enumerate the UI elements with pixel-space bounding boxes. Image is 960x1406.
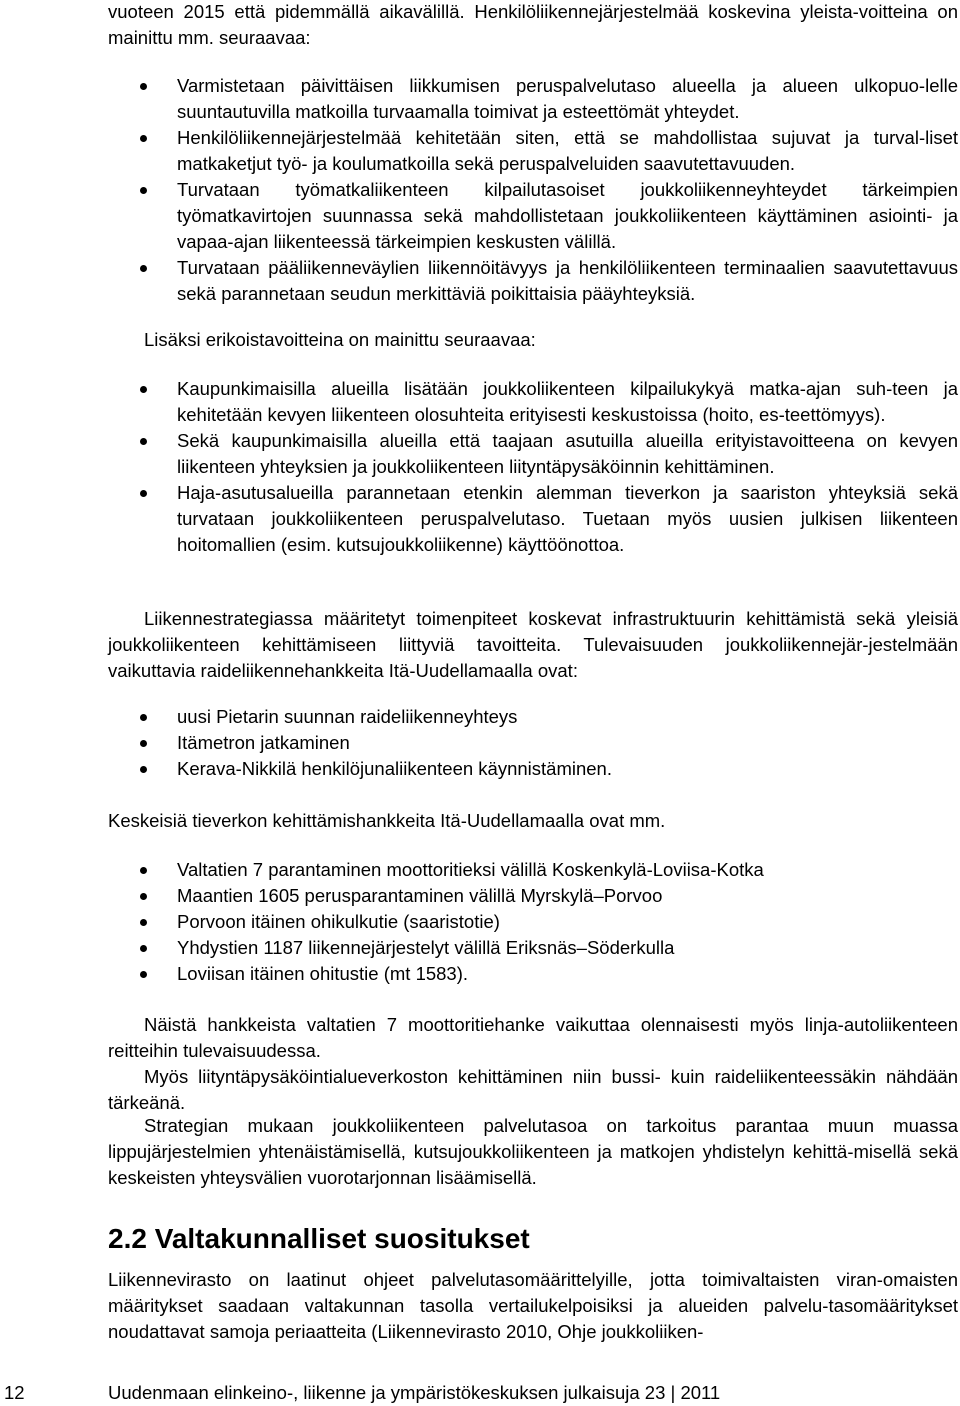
page-footer xyxy=(0,1380,960,1406)
list-item: Kaupunkimaisilla alueilla lisätään joukkoliikenteen kilpailukykyä matka-ajan suh-teen ja kehitetään kevyen liikenteen olosuhteita erityisesti keskustoissa (hoito, es-teettömyys). xyxy=(108,376,958,428)
list-item: Sekä kaupunkimaisilla alueilla että taajaan asutuilla alueilla erityistavoitteena on kevyen liikenteen yhteyksien ja joukkoliikenteen liityntäpysäköinnin kehittäminen. xyxy=(108,428,958,480)
intro-paragraph: vuoteen 2015 että pidemmällä aikavälillä. Henkilöliikennejärjestelmää koskevina yleista-voitteina on mainittu mm. seuraavaa: xyxy=(108,1,958,48)
publication-info: Uudenmaan elinkeino-, liikenne ja ympäristökeskuksen julkaisuja 23 | 2011 xyxy=(108,1382,721,1403)
bullet-icon xyxy=(140,919,147,926)
list-item: Porvoon itäinen ohikulkutie (saaristotie) xyxy=(108,909,958,935)
road-intro: Keskeisiä tieverkon kehittämishankkeita Itä-Uudellamaalla ovat mm. xyxy=(108,810,666,831)
section-heading: 2.2 Valtakunnalliset suositukset xyxy=(108,1223,530,1254)
bullet-icon xyxy=(140,438,147,445)
list-item: Valtatien 7 parantaminen moottoritieksi välillä Koskenkylä-Loviisa-Kotka xyxy=(108,857,958,883)
strategy-paragraph: Liikennestrategiassa määritetyt toimenpiteet koskevat infrastruktuurin kehittämistä sekä yleisiä joukkoliikenteen kehittämiseen liittyviä tavoitteita. Tulevaisuuden joukkoliikennejär-jestelmään vaikuttavia raideliikennehankkeita Itä-Uudellamaalla ovat: xyxy=(108,608,958,681)
list-item: Turvataan pääliikenneväylien liikennöitävyys ja henkilöliikenteen terminaalien saavutettavuus sekä parannetaan seudun merkittäviä poikittaisia pääyhteyksiä. xyxy=(108,255,958,307)
bullet-icon xyxy=(140,867,147,874)
bullet-icon xyxy=(140,83,147,90)
road-projects-list xyxy=(108,857,958,987)
list-item: uusi Pietarin suunnan raideliikenneyhteys xyxy=(108,704,958,730)
bullet-icon xyxy=(140,766,147,773)
list-item: Henkilöliikennejärjestelmää kehitetään siten, että se mahdollistaa sujuvat ja turval-liset matkaketjut työ- ja koulumatkoilla sekä peruspalveluiden saavutettavuuden. xyxy=(108,125,958,177)
final-paragraph: Liikennevirasto on laatinut ohjeet palvelutasomäärittelyille, jotta toimivaltaisten viran-omaisten määritykset saadaan valtakunnan tasolla vertailukelpoisiksi ja alueiden palvelu-tasomääritykset noudattavat samoja periaatteita (Liikennevirasto 2010, Ohje joukkoliiken- xyxy=(108,1269,958,1342)
list-item: Varmistetaan päivittäisen liikkumisen peruspalvelutaso alueella ja alueen ulkopuo-lelle suuntautuvilla matkoilla turvaamalla toimivat ja esteettömät yhteydet. xyxy=(108,73,958,125)
list-item: Yhdystien 1187 liikennejärjestelyt välillä Eriksnäs–Söderkulla xyxy=(108,935,958,961)
special-intro: Lisäksi erikoistavoitteina on mainittu seuraavaa: xyxy=(144,329,536,350)
bullet-icon xyxy=(140,187,147,194)
bullet-icon xyxy=(140,135,147,142)
list-item: Itämetron jatkaminen xyxy=(108,730,958,756)
bullet-icon xyxy=(140,386,147,393)
list-item: Turvataan työmatkaliikenteen kilpailutasoiset joukkoliikenneyhteydet tärkeimpien työmatkavirtojen suunnassa sekä mahdollistetaan joukkoliikenteen käyttäminen asiointi- ja vapaa-ajan liikenteessä tärkeimpien keskusten välillä. xyxy=(108,177,958,255)
paragraph-strategia: Strategian mukaan joukkoliikenteen palvelutasoa on tarkoitus parantaa muun muassa lippujärjestelmien yhtenäistämisellä, kutsujoukkoliikenteen ja matkojen yhdistelyn kehittä-misellä sekä keskeisten yhteysvälien vuorotarjonnan lisäämisellä. xyxy=(108,1115,958,1188)
bullet-icon xyxy=(140,945,147,952)
special-list xyxy=(108,376,958,558)
paragraph-liityntapysakointi: Myös liityntäpysäköintialueverkoston kehittäminen niin bussi- kuin raideliikenteessäkin nähdään tärkeänä. xyxy=(108,1066,958,1113)
list-item: Loviisan itäinen ohitustie (mt 1583). xyxy=(108,961,958,987)
list-item: Maantien 1605 perusparantaminen välillä Myrskylä–Porvoo xyxy=(108,883,958,909)
bullet-icon xyxy=(140,490,147,497)
goals-list xyxy=(108,73,958,307)
bullet-icon xyxy=(140,265,147,272)
list-item: Kerava-Nikkilä henkilöjunaliikenteen käynnistäminen. xyxy=(108,756,958,782)
bullet-icon xyxy=(140,893,147,900)
rail-projects-list xyxy=(108,704,958,782)
paragraph-valtatie: Näistä hankkeista valtatien 7 moottoritiehanke vaikuttaa olennaisesti myös linja-autoliikenteen reitteihin tulevaisuudessa. xyxy=(108,1014,958,1061)
list-item: Haja-asutusalueilla parannetaan etenkin alemman tieverkon ja saariston yhteyksiä sekä turvataan joukkoliikenteen peruspalvelutaso. Tuetaan myös uusien julkisen liikenteen hoitomallien (esim. kutsujoukkoliikenne) käyttöönottoa. xyxy=(108,480,958,558)
bullet-icon xyxy=(140,740,147,747)
bullet-icon xyxy=(140,714,147,721)
bullet-icon xyxy=(140,971,147,978)
page-number: 12 xyxy=(4,1382,25,1403)
